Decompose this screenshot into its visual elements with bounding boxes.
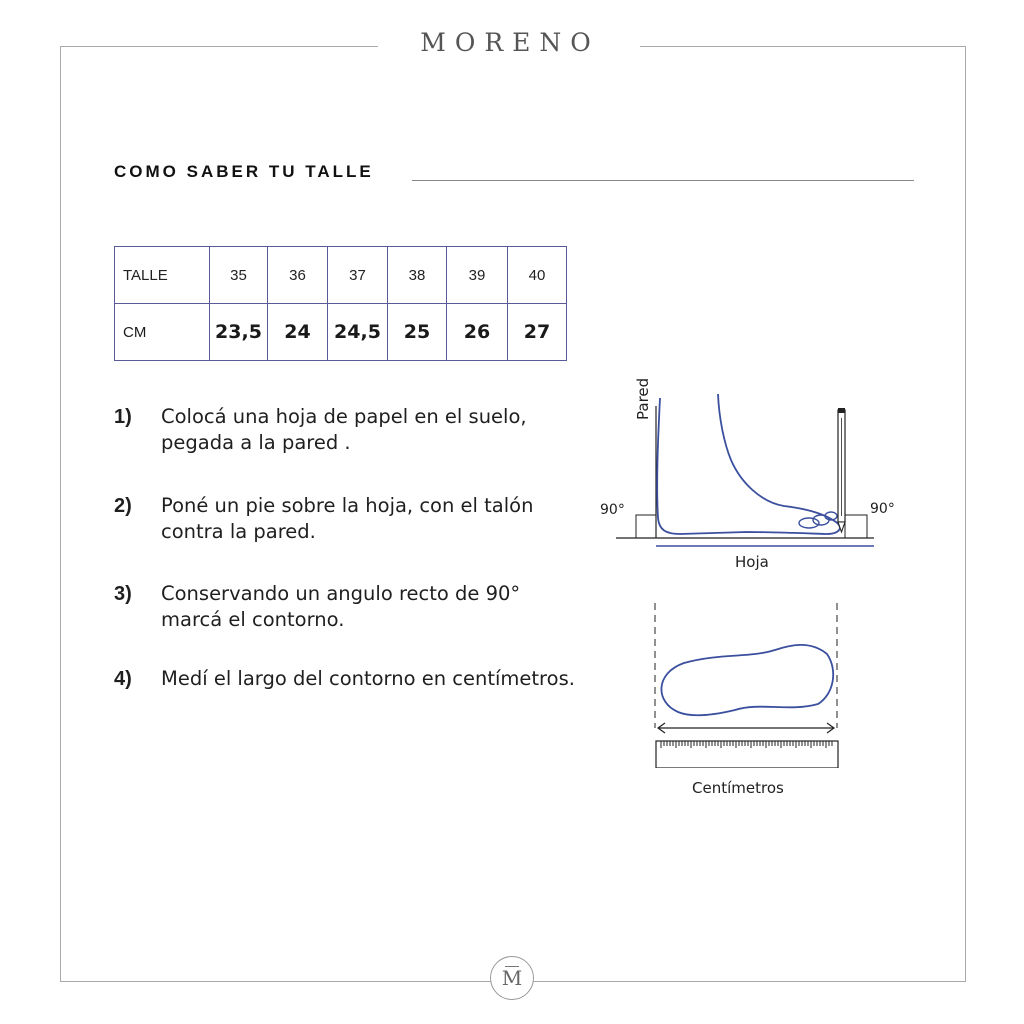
size-cell: 40 bbox=[508, 247, 567, 304]
cm-cell: 23,5 bbox=[210, 304, 268, 361]
size-cell: 39 bbox=[447, 247, 508, 304]
size-table bbox=[114, 246, 567, 361]
cm-cell: 27 bbox=[508, 304, 567, 361]
table-row-talle bbox=[115, 247, 567, 304]
sheet-label: Hoja bbox=[735, 553, 769, 571]
brand-title: MORENO bbox=[420, 28, 600, 57]
foot-side-figure bbox=[596, 377, 926, 578]
wall-label: Pared bbox=[634, 377, 652, 420]
header-rule-right bbox=[640, 46, 965, 47]
table-row-cm bbox=[115, 304, 567, 361]
step-number: 1) bbox=[114, 406, 132, 428]
size-cell: 36 bbox=[268, 247, 328, 304]
brand-seal-logo bbox=[490, 956, 534, 1000]
step-text: Conservando un angulo recto de 90° marcá el contorno. bbox=[161, 582, 521, 631]
cm-cell: 24 bbox=[268, 304, 328, 361]
pencil-icon bbox=[838, 408, 845, 532]
angle-right-label: 90° bbox=[870, 501, 895, 517]
ruler-icon bbox=[656, 741, 838, 768]
step-number: 3) bbox=[114, 583, 132, 605]
foot-top-figure bbox=[640, 598, 860, 808]
angle-left-label: 90° bbox=[600, 502, 625, 518]
table-row-header: CM bbox=[115, 304, 210, 361]
seal-letter: M bbox=[501, 966, 523, 990]
foot-outline-illustration bbox=[640, 598, 860, 768]
table-row-header: TALLE bbox=[115, 247, 210, 304]
section-title: COMO SABER TU TALLE bbox=[114, 162, 374, 181]
cm-cell: 26 bbox=[447, 304, 508, 361]
cm-cell: 25 bbox=[388, 304, 447, 361]
step-text: Medí el largo del contorno en centímetros. bbox=[161, 667, 575, 690]
step-number: 2) bbox=[114, 495, 132, 517]
step-number: 4) bbox=[114, 668, 132, 690]
ruler-label: Centímetros bbox=[692, 779, 784, 797]
seal-ornament bbox=[505, 966, 519, 969]
header-rule-left bbox=[60, 46, 378, 47]
step-text: Poné un pie sobre la hoja, con el talón contra la pared. bbox=[161, 494, 534, 543]
step-text: Colocá una hoja de papel en el suelo, pegada a la pared . bbox=[161, 405, 527, 454]
size-cell: 37 bbox=[328, 247, 388, 304]
cm-cell: 24,5 bbox=[328, 304, 388, 361]
size-cell: 35 bbox=[210, 247, 268, 304]
size-cell: 38 bbox=[388, 247, 447, 304]
section-rule bbox=[412, 180, 914, 181]
